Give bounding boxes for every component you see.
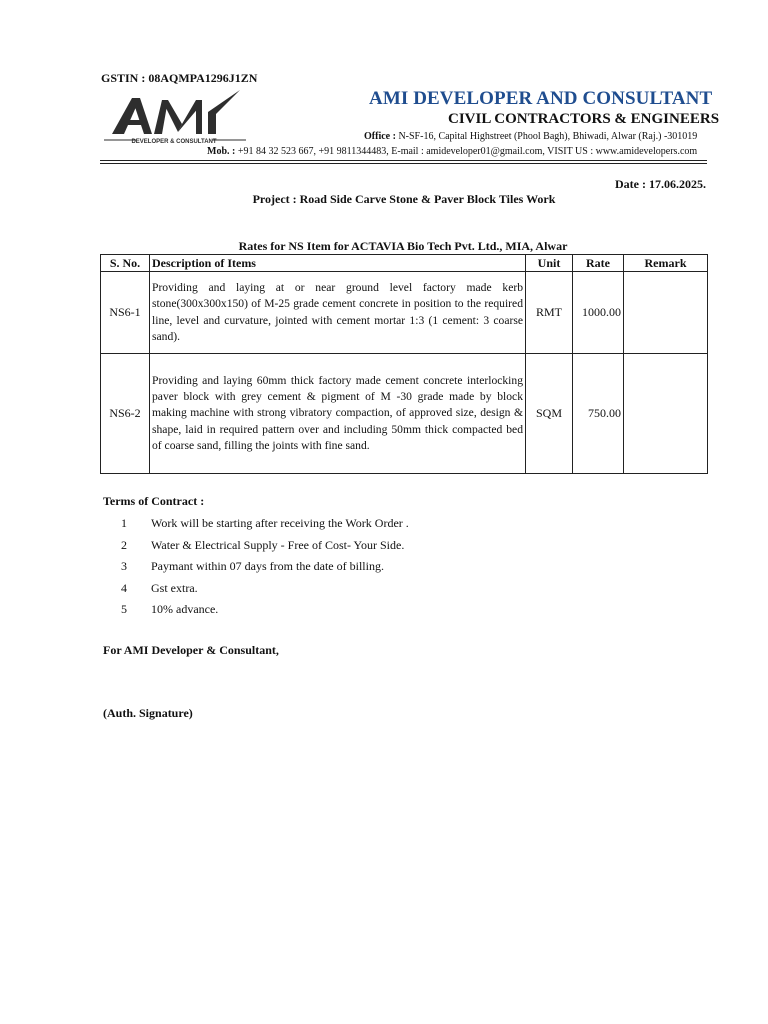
row-rate: 750.00 xyxy=(573,354,624,474)
contact-info xyxy=(207,146,697,157)
term-text: Paymant within 07 days from the date of billing. xyxy=(151,559,384,573)
term-text: Water & Electrical Supply - Free of Cost- Your Side. xyxy=(151,538,405,552)
terms-title: Terms of Contract : xyxy=(103,494,205,508)
header-remark: Remark xyxy=(624,255,708,272)
office-text: N-SF-16, Capital Highstreet (Phool Bagh), Bhiwadi, Alwar (Raj.) -301019 xyxy=(395,131,698,142)
table-header-row xyxy=(101,255,708,272)
term-number: 4 xyxy=(121,581,127,595)
gstin-number: GSTIN : 08AQMPA1296J1ZN xyxy=(101,71,258,85)
row-description: Providing and laying 60mm thick factory made cement concrete interlocking paver block with grey cement & pigment of M -30 grade made by block making machine with strong vibratory compaction, of approved size, design & shape, laid in required pattern over and including 50mm thick compacted bed of coarse sand, filling the joints with fine sand. xyxy=(150,354,526,474)
header-divider-2 xyxy=(100,163,707,164)
term-text: Gst extra. xyxy=(151,581,198,595)
row-remark xyxy=(624,354,708,474)
term-text: Work will be starting after receiving the Work Order . xyxy=(151,516,409,530)
closing-company: For AMI Developer & Consultant, xyxy=(103,643,279,657)
company-subtitle: CIVIL CONTRACTORS & ENGINEERS xyxy=(448,111,720,127)
header-description: Description of Items xyxy=(150,255,526,272)
header-unit: Unit xyxy=(526,255,573,272)
contact-text: +91 84 32 523 667, +91 9811344483, E-mail : amideveloper01@gmail.com, VISIT US : www.amidevelopers.com xyxy=(235,146,698,157)
document-date: Date : 17.06.2025. xyxy=(615,177,706,191)
header-sno: S. No. xyxy=(101,255,150,272)
term-number: 5 xyxy=(121,602,127,616)
row-sno: NS6-1 xyxy=(101,272,150,354)
logo-tagline: DEVELOPER & CONSULTANT xyxy=(131,139,217,145)
mob-label: Mob. : xyxy=(207,146,236,157)
header-rate: Rate xyxy=(573,255,624,272)
header-divider xyxy=(100,160,707,161)
term-number: 2 xyxy=(121,538,127,552)
project-title: Project : Road Side Carve Stone & Paver Block Tiles Work xyxy=(252,192,556,206)
office-address xyxy=(364,131,697,142)
auth-signature: (Auth. Signature) xyxy=(103,706,193,720)
row-rate: 1000.00 xyxy=(573,272,624,354)
office-label: Office : xyxy=(364,131,396,142)
term-number: 3 xyxy=(121,559,127,573)
table-row xyxy=(101,354,708,474)
term-number: 1 xyxy=(121,516,127,530)
table-row xyxy=(101,272,708,354)
rates-table xyxy=(100,254,708,474)
row-sno: NS6-2 xyxy=(101,354,150,474)
company-name: AMI DEVELOPER AND CONSULTANT xyxy=(369,88,713,109)
rates-title: Rates for NS Item for ACTAVIA Bio Tech Pvt. Ltd., MIA, Alwar xyxy=(238,239,568,253)
row-unit: SQM xyxy=(526,354,573,474)
row-unit: RMT xyxy=(526,272,573,354)
row-description: Providing and laying at or near ground level factory made kerb stone(300x300x150) of M-25 grade cement concrete in position to the required line, level and curvature, jointed with cement mortar 1:3 (1 cement: 3 coarse sand). xyxy=(150,272,526,354)
row-remark xyxy=(624,272,708,354)
term-text: 10% advance. xyxy=(151,602,219,616)
